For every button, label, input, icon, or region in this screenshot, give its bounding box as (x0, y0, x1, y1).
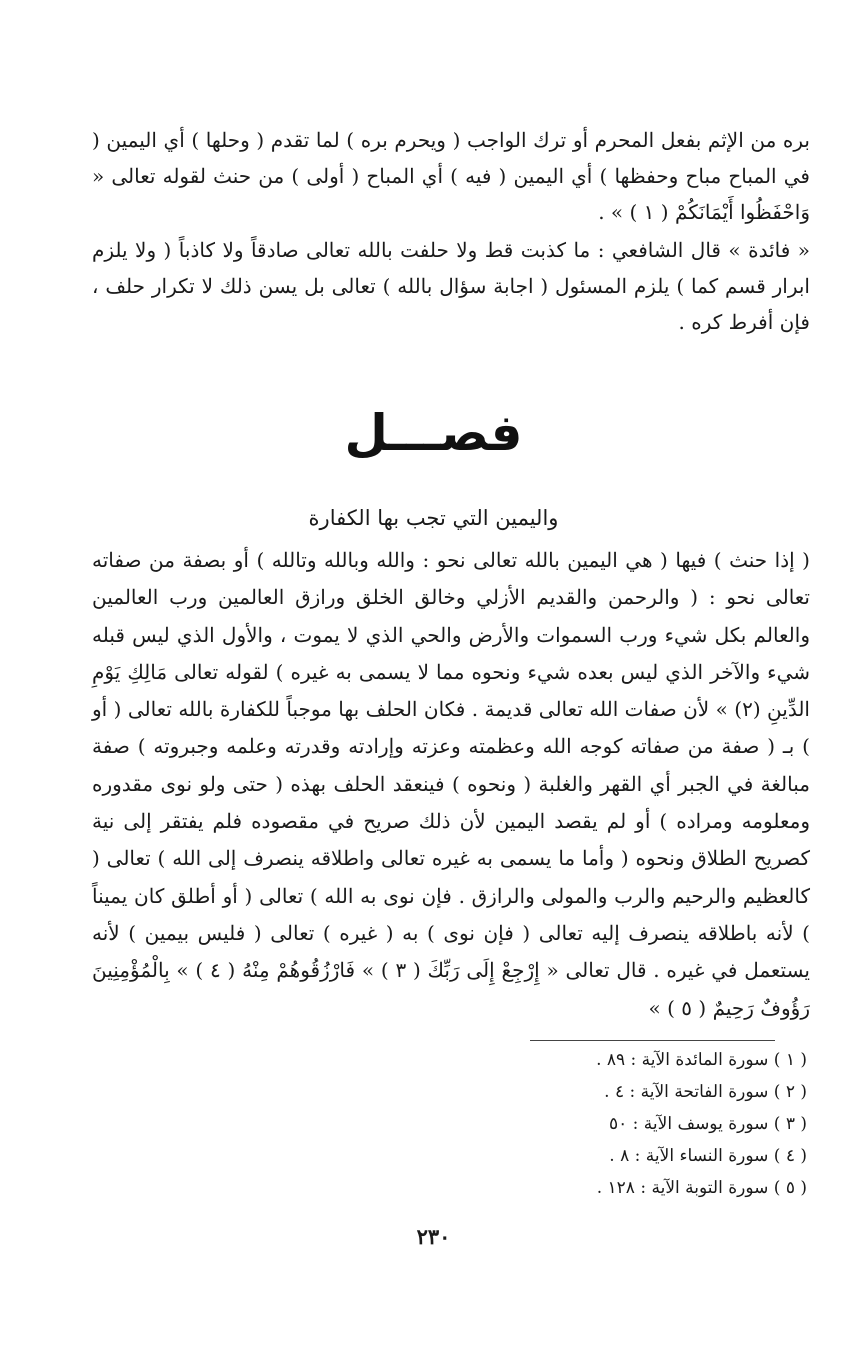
paragraph: ( إذا حنث ) فيها ( هي اليمين بالله تعالى نحو : والله وبالله وتالله ) أو بصفة من صفاته تعالى نحو : ( والرحمن والقديم الأزلي وخالق الخلق ورازق العالمين ورب العالمين والعالم بكل شيء ورب السموات والأرض والحي الذي لا يموت ، والأول الذي ليس قبله شيء والآخر الذي ليس بعده شيء ونحوه مما لا يسمى به غيره ) لقوله تعالى مَالِكِ يَوْمِ الدِّينِ (٢) » لأن صفات الله تعالى قديمة . فكان الحلف بها موجباً للكفارة بالله تعالى ( أو ) بـ ( صفة من صفاته كوجه الله وعظمته وعزته وإرادته وقدرته وعلمه وجبروته ) صفة مبالغة في الجبر أي القهر والغلبة ( ونحوه ) فينعقد الحلف بهذه ( حتى ولو نوى مقدوره ومعلومه ومراده ) أو لم يقصد اليمين لأن ذلك صريح في مقصوده فلم يفتقر إلى نية كصريح الطلاق ونحوه ( وأما ما يسمى به غيره تعالى واطلاقه ينصرف إلى الله ) تعالى ( كالعظيم والرحيم والرب والمولى والرازق . فإن نوى به الله ) تعالى ( أو أطلق كان يميناً ) لأنه باطلاقه ينصرف إليه تعالى ( فإن نوى ) به ( غيره ) تعالى ( فليس بيمين ) لأنه يستعمل في غيره . قال تعالى « إِرْجِعْ إِلَى رَبِّكَ ( ٣ ) » فَارْزُقُوهُمْ مِنْهُ ( ٤ ) » بِالْمُؤْمِنِينَ رَؤُوفٌ رَحِيمٌ ( ٥ ) » (92, 548, 810, 1020)
paragraph: « فائدة » قال الشافعي : ما كذبت قط ولا حلفت بالله تعالى صادقاً ولا كاذباً ( ولا يلزم ابرار قسم كما ) يلزم المسئول ( اجابة سؤال بالله ) تعالى بل يسن ذلك لا تكرار حلف ، فإن أفرط كره . (92, 238, 810, 334)
section-subheading-container (0, 500, 867, 536)
footnote-item: ( ٢ ) سورة الفاتحة الآية : ٤ . (604, 1082, 807, 1102)
page-number: ٢٣٠ (416, 1224, 451, 1249)
main-text-block (92, 542, 810, 1027)
top-text-block (92, 122, 810, 340)
section-heading-container (0, 398, 867, 468)
footnote-item: ( ١ ) سورة المائدة الآية : ٨٩ . (596, 1050, 807, 1070)
section-heading: فصـــل (344, 404, 523, 462)
footnote-item: ( ٣ ) سورة يوسف الآية : ٥٠ (609, 1114, 807, 1134)
footnote-item: ( ٤ ) سورة النساء الآية : ٨ . (609, 1146, 807, 1166)
footnote-item: ( ٥ ) سورة التوبة الآية : ١٢٨ . (596, 1178, 807, 1198)
footnotes-list (387, 1044, 807, 1204)
paragraph: بره من الإثم بفعل المحرم أو ترك الواجب ( ويحرم بره ) لما تقدم ( وحلها ) أي اليمين ( في المباح مباح وحفظها ) أي اليمين ( فيه ) أي المباح ( أولى ) من حنث لقوله تعالى « وَاحْفَظُوا أَيْمَانَكُمْ ( ١ ) » . (92, 128, 810, 224)
footnote-divider (530, 1040, 775, 1041)
section-subheading: واليمين التي تجب بها الكفارة (308, 506, 559, 530)
